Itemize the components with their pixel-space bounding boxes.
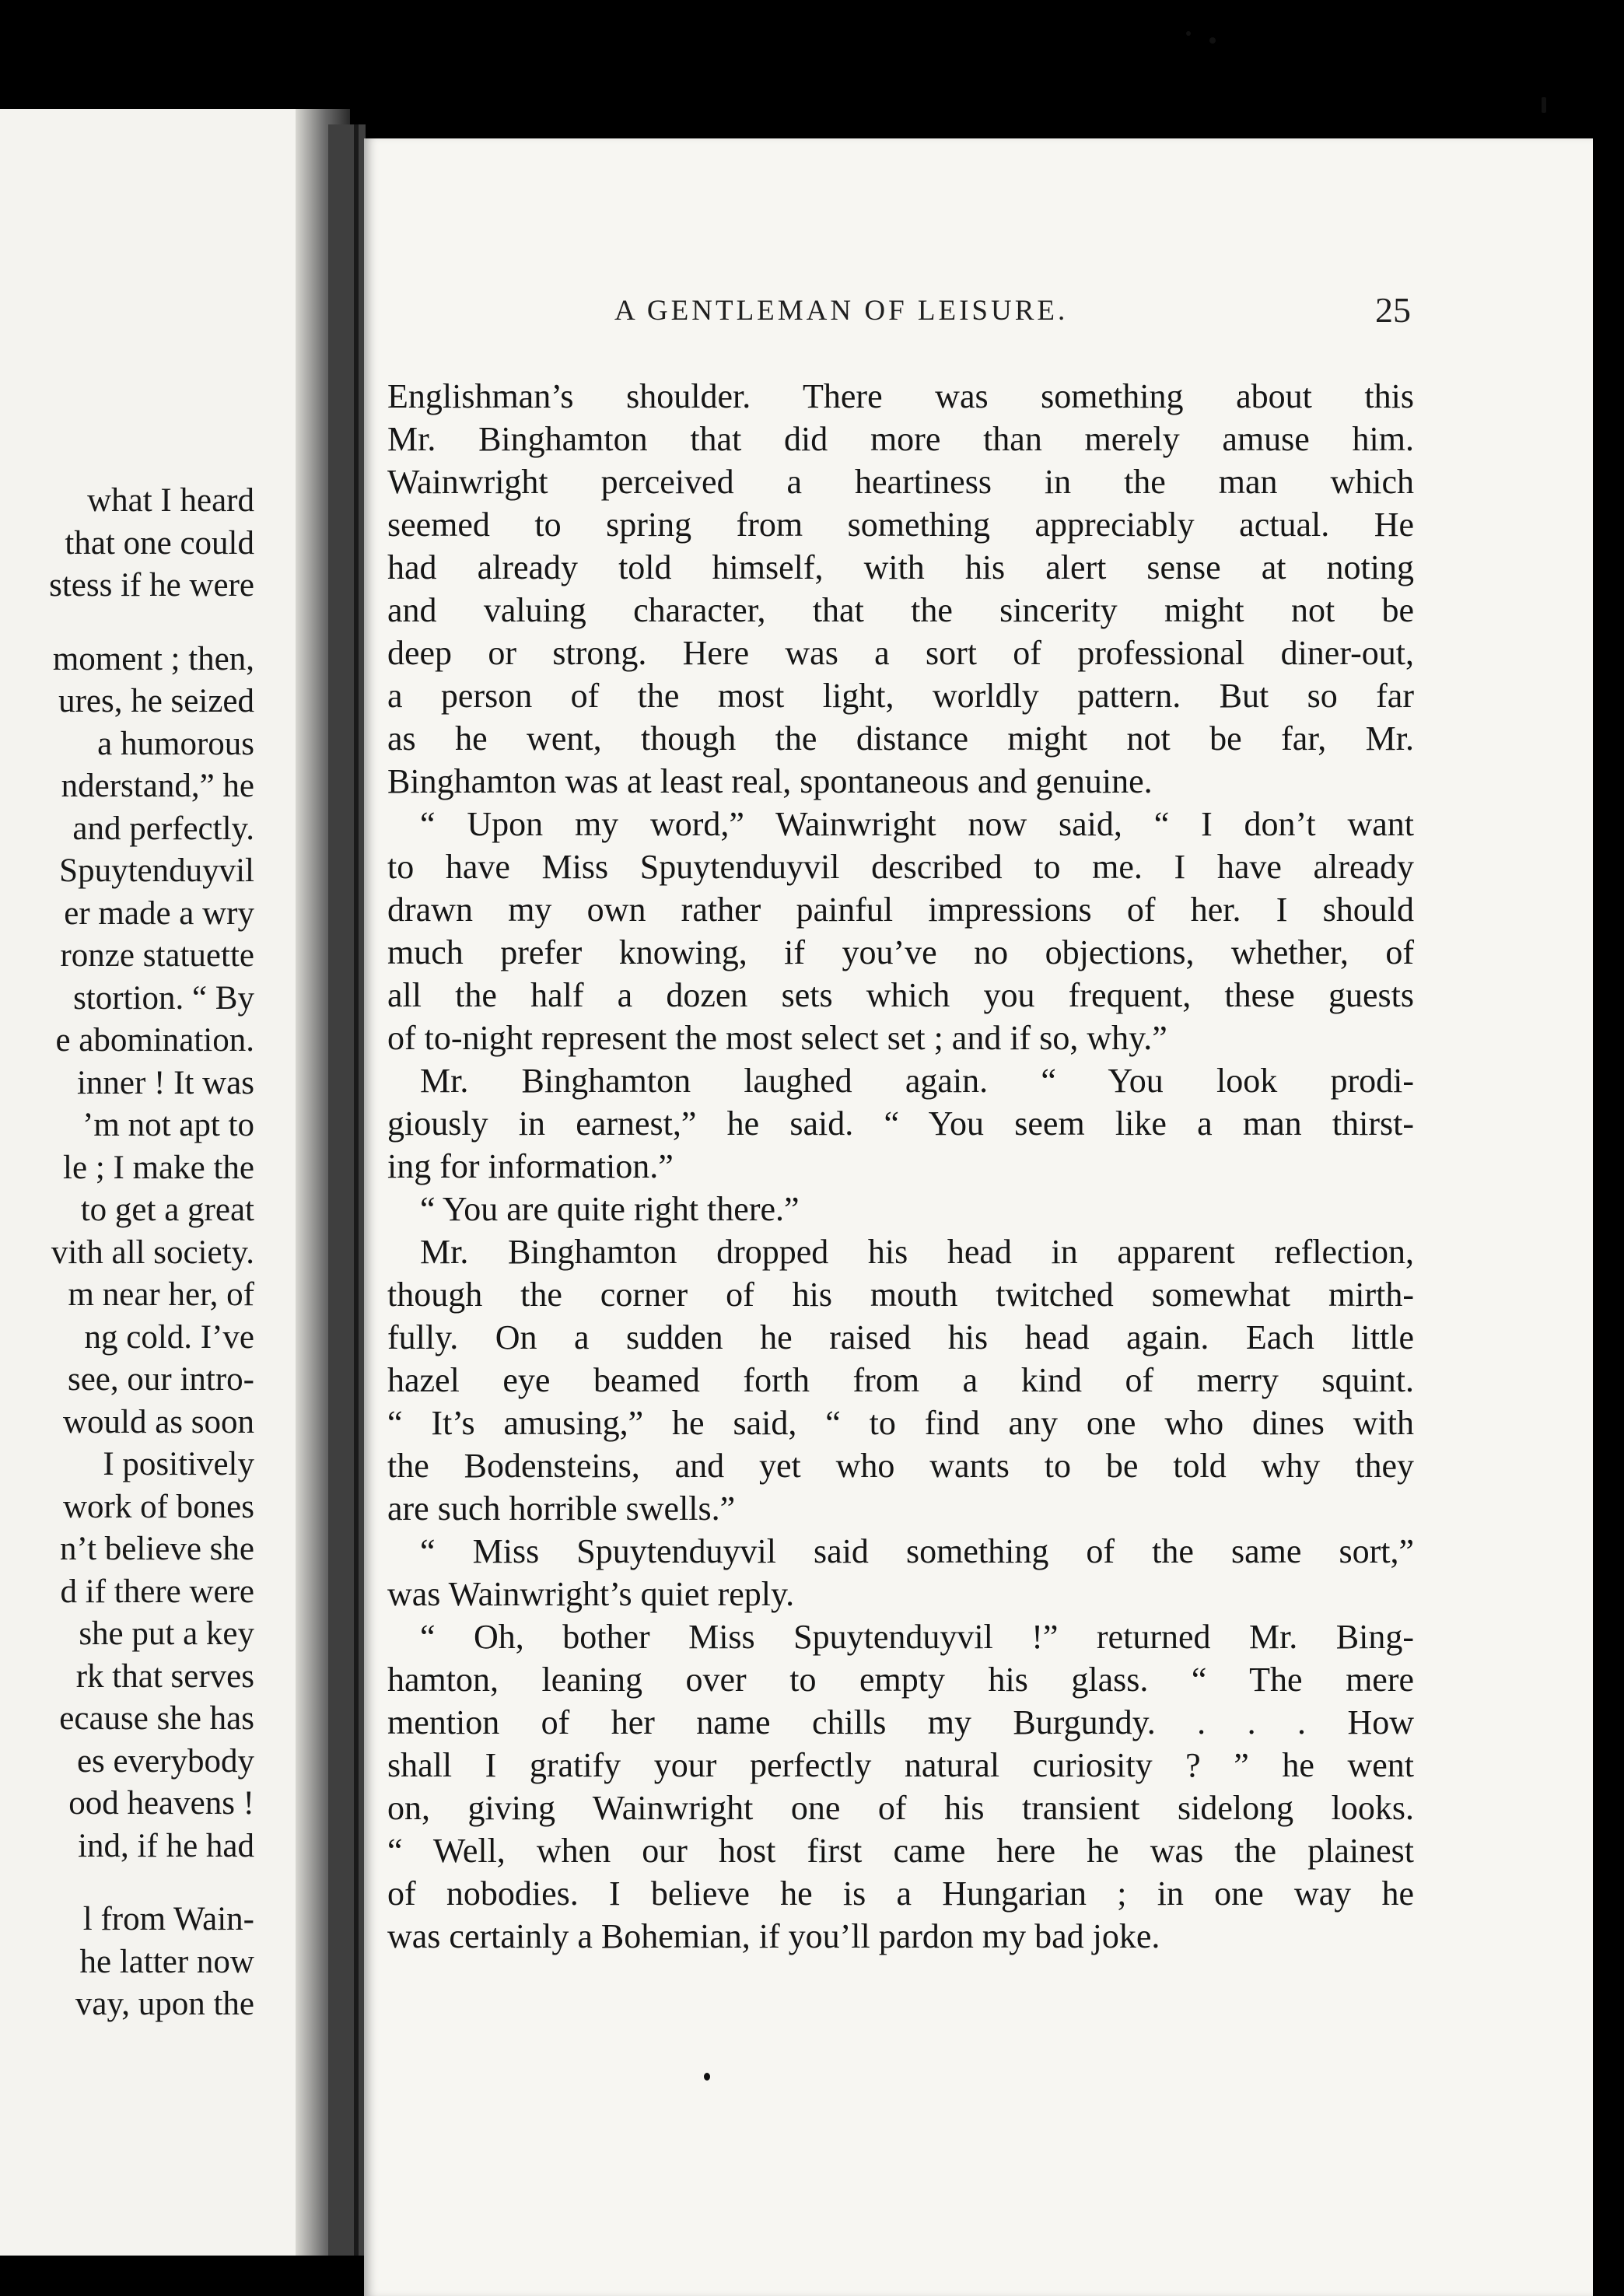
body-line: much prefer knowing, if you’ve no objections, whether, of: [387, 933, 1414, 971]
left-page-line: vay, upon the: [75, 1986, 254, 2022]
right-page: [364, 138, 1593, 2296]
body-text: [364, 138, 1593, 2296]
left-page-line: le ; I make the: [63, 1149, 254, 1186]
body-line: all the half a dozen sets which you frequent, these guests: [387, 976, 1414, 1014]
body-line: on, giving Wainwright one of his transient sidelong looks.: [387, 1789, 1414, 1827]
left-page-text: [0, 109, 254, 2256]
left-page-line: Spuytenduyvil: [59, 852, 254, 889]
left-page-line: d if there were: [60, 1573, 254, 1610]
body-line: of nobodies. I believe he is a Hungarian ; in one way he: [387, 1874, 1414, 1913]
left-page: [0, 109, 334, 2256]
body-line: Mr. Binghamton that did more than merely amuse him.: [387, 420, 1414, 458]
body-line: was certainly a Bohemian, if you’ll pardon my bad joke.: [387, 1917, 1160, 1955]
body-line: had already told himself, with his alert sense at noting: [387, 548, 1414, 586]
body-line: Englishman’s shoulder. There was something about this: [387, 377, 1414, 415]
body-line: Mr. Binghamton laughed again. “ You look prodi-: [420, 1062, 1414, 1100]
left-page-line: that one could: [65, 524, 254, 562]
body-line: to have Miss Spuytenduyvil described to me. I have already: [387, 848, 1414, 886]
page-number: 25: [1375, 290, 1411, 330]
left-page-line: moment ; then,: [52, 640, 254, 677]
body-line: Wainwright perceived a heartiness in the man which: [387, 463, 1414, 501]
scan-speck: [1186, 31, 1191, 36]
left-page-line: would as soon: [62, 1403, 254, 1440]
left-page-line: to get a great: [80, 1192, 254, 1228]
scan-speck: [1209, 37, 1216, 44]
left-page-line: stess if he were: [49, 567, 254, 604]
body-line: as he went, though the distance might not be far, Mr.: [387, 719, 1414, 758]
body-line: drawn my own rather painful impressions of her. I should: [387, 891, 1414, 929]
left-page-line: ood heavens !: [68, 1785, 254, 1822]
body-line: though the corner of his mouth twitched somewhat mirth-: [387, 1276, 1414, 1314]
body-line: “ It’s amusing,” he said, “ to find any one who dines with: [387, 1404, 1414, 1442]
left-page-line: what I heard: [87, 482, 254, 519]
left-page-line: n’t believe she: [60, 1531, 254, 1567]
body-line: seemed to spring from something appreciably actual. He: [387, 506, 1414, 544]
left-page-line: ecause she has: [59, 1700, 254, 1737]
body-line: and valuing character, that the sincerity might not be: [387, 591, 1414, 629]
scan-speck: [1542, 97, 1546, 113]
scan-speck: [704, 2073, 710, 2081]
left-page-line: ures, he seized: [58, 683, 254, 719]
left-page-line: m near her, of: [68, 1276, 254, 1313]
body-line: “ You are quite right there.”: [420, 1190, 800, 1228]
body-line: Mr. Binghamton dropped his head in apparent reflection,: [420, 1233, 1414, 1271]
body-line: Binghamton was at least real, spontaneous and genuine.: [387, 762, 1153, 800]
gutter-spine-line: [354, 124, 359, 2256]
body-line: hazel eye beamed forth from a kind of merry squint.: [387, 1361, 1414, 1399]
book-gutter: [328, 124, 366, 2256]
body-line: was Wainwright’s quiet reply.: [387, 1575, 795, 1613]
body-line: deep or strong. Here was a sort of professional diner-out,: [387, 634, 1414, 672]
left-page-line: see, our intro-: [67, 1361, 254, 1398]
left-page-line: a humorous: [97, 725, 254, 762]
left-page-line: work of bones: [62, 1488, 254, 1525]
left-page-line: I positively: [103, 1446, 254, 1482]
left-page-line: l from Wain-: [82, 1901, 254, 1937]
left-page-line: vith all society.: [51, 1234, 254, 1271]
left-page-line: nderstand,” he: [61, 768, 254, 804]
body-line: are such horrible swells.”: [387, 1489, 736, 1528]
body-line: “ Upon my word,” Wainwright now said, “ I don’t want: [420, 805, 1414, 843]
body-line: shall I gratify your perfectly natural curiosity ? ” he went: [387, 1746, 1414, 1784]
body-line: of to-night represent the most select set ; and if so, why.”: [387, 1019, 1167, 1057]
body-line: the Bodensteins, and yet who wants to be told why they: [387, 1447, 1414, 1485]
left-page-line: ronze statuette: [60, 937, 254, 974]
body-line: giously in earnest,” he said. “ You seem like a man thirst-: [387, 1104, 1414, 1143]
left-page-line: she put a key: [79, 1615, 254, 1652]
body-line: mention of her name chills my Burgundy. . . . How: [387, 1703, 1414, 1741]
left-page-line: rk that serves: [75, 1657, 254, 1695]
left-page-line: ind, if he had: [78, 1827, 254, 1864]
body-line: fully. On a sudden he raised his head again. Each little: [387, 1318, 1414, 1356]
body-line: “ Oh, bother Miss Spuytenduyvil !” returned Mr. Bing-: [420, 1618, 1414, 1656]
running-head-title: A GENTLEMAN OF LEISURE.: [614, 295, 1069, 327]
body-line: “ Miss Spuytenduyvil said something of the same sort,”: [420, 1532, 1414, 1570]
left-page-line: and perfectly.: [72, 810, 254, 847]
left-page-line: es everybody: [76, 1742, 254, 1780]
left-page-line: stortion. “ By: [73, 979, 254, 1017]
body-line: “ Well, when our host first came here he was the plainest: [387, 1832, 1414, 1870]
left-page-line: inner ! It was: [76, 1064, 254, 1101]
left-page-line: er made a wry: [64, 894, 254, 932]
body-line: hamton, leaning over to empty his glass. “ The mere: [387, 1661, 1414, 1699]
body-line: ing for information.”: [387, 1147, 674, 1185]
left-page-line: ng cold. I’ve: [84, 1318, 254, 1356]
body-line: a person of the most light, worldly pattern. But so far: [387, 677, 1414, 715]
left-page-line: he latter now: [79, 1943, 254, 1980]
left-page-line: ’m not apt to: [82, 1107, 254, 1143]
left-page-line: e abomination.: [55, 1022, 254, 1059]
